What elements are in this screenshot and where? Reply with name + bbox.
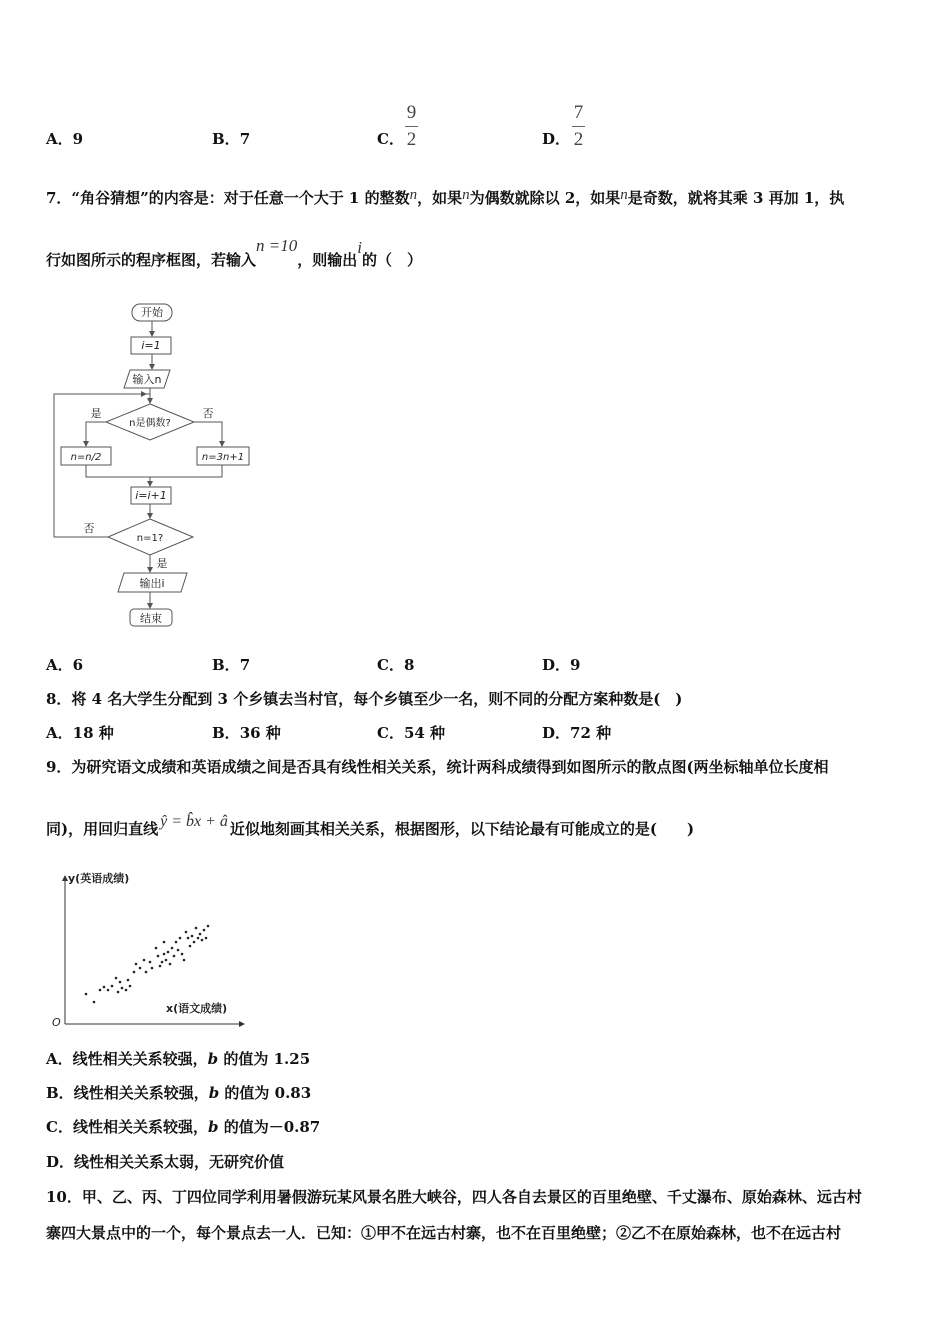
scatter-point (175, 941, 178, 944)
scatter-point (165, 959, 168, 962)
scatter-point (173, 955, 176, 958)
q6-option-a: A．9 (46, 130, 84, 148)
scatter-point (143, 959, 146, 962)
flow-yes2-label: 是 (156, 557, 168, 570)
flow-start-label: 开始 (141, 306, 163, 319)
q7-option-a: A．6 (46, 656, 84, 674)
scatter-point (179, 937, 182, 940)
q6-option-c: C． (377, 130, 404, 148)
q6-option-d: D． (542, 130, 571, 148)
scatter-point (117, 991, 120, 994)
q7-flowchart (50, 300, 260, 632)
scatter-point (129, 985, 132, 988)
scatter-point (149, 961, 152, 964)
scatter-x-label: x(语文成绩) (166, 1002, 228, 1015)
scatter-point (169, 963, 172, 966)
q9-scatter-plot (48, 868, 248, 1030)
scatter-point (181, 953, 184, 956)
flow-no1-label: 否 (202, 407, 214, 420)
q9-option-d: D．线性相关关系太弱，无研究价值 (46, 1153, 285, 1171)
scatter-point (197, 937, 200, 940)
scatter-point (121, 987, 124, 990)
q6-option-d-fraction: 7 2 (573, 102, 584, 150)
scatter-point (159, 965, 162, 968)
q8-text: 8．将 4 名大学生分配到 3 个乡镇去当村官，每个乡镇至少一名，则不同的分配方案种数是( ) (46, 690, 683, 708)
scatter-point (93, 1001, 96, 1004)
scatter-point (189, 945, 192, 948)
scatter-point (187, 937, 190, 940)
scatter-point (171, 947, 174, 950)
scatter-point (193, 941, 196, 944)
q7-line-1: 7．“角谷猜想”的内容是：对于任意一个大于 1 的整数n，如果n为偶数就除以 2，如果n是奇数，就将其乘 3 再加 1，执 (46, 187, 845, 207)
scatter-point (199, 933, 202, 936)
scatter-origin-label: O (52, 1016, 61, 1029)
flow-cond1-label: n是偶数? (129, 418, 171, 429)
scatter-point (115, 977, 118, 980)
scatter-point (167, 951, 170, 954)
flow-end-label: 结束 (140, 612, 162, 625)
q7-option-c: C．8 (377, 656, 415, 674)
scatter-point (195, 927, 198, 930)
flow-increment-label: i=i+1 (135, 489, 167, 502)
scatter-point (103, 986, 106, 989)
q9-option-c: C．线性相关关系较强，b 的值为－0.87 (46, 1118, 321, 1136)
scatter-point (155, 947, 158, 950)
q10-line-1: 10．甲、乙、丙、丁四位同学利用暑假游玩某风景名胜大峡谷，四人各自去景区的百里绝壁、千丈瀑布、原始森林、远古村 (46, 1188, 862, 1206)
scatter-point (133, 971, 136, 974)
scatter-point (111, 985, 114, 988)
scatter-point (163, 953, 166, 956)
q6-option-b: B．7 (212, 130, 251, 148)
scatter-point (203, 929, 206, 932)
q7-option-d: D．9 (542, 656, 581, 674)
regression-formula: ŷ = b̂x + â (160, 813, 228, 830)
scatter-point (207, 925, 210, 928)
q8-option-a: A．18 种 (46, 724, 114, 742)
scatter-point (151, 967, 154, 970)
scatter-point (191, 935, 194, 938)
scatter-point (205, 937, 208, 940)
scatter-point (185, 931, 188, 934)
q9-line-2: 同)，用回归直线 ŷ = b̂x + â 近似地刻画其相关关系，根据图形，以下结论最有可能成立的是( ) (46, 813, 695, 838)
flow-right-branch-label: n=3n+1 (201, 452, 245, 463)
flow-no2-label: 否 (83, 522, 95, 535)
flow-cond2-label: n=1? (136, 533, 164, 544)
scatter-point (99, 989, 102, 992)
q8-option-b: B．36 种 (212, 724, 281, 742)
scatter-point (125, 989, 128, 992)
flow-input-label: 输入n (132, 373, 162, 386)
scatter-point (139, 967, 142, 970)
q8-option-c: C．54 种 (377, 724, 446, 742)
scatter-point (183, 959, 186, 962)
q9-line-1: 9．为研究语文成绩和英语成绩之间是否具有线性相关关系，统计两科成绩得到如图所示的散点图(两坐标轴单位长度相 (46, 758, 829, 776)
scatter-point (161, 961, 164, 964)
scatter-point (201, 939, 204, 942)
flow-init-label: i=1 (141, 339, 161, 352)
scatter-point (119, 981, 122, 984)
q7-option-b: B．7 (212, 656, 251, 674)
q8-option-d: D．72 种 (542, 724, 612, 742)
flow-yes1-label: 是 (90, 407, 102, 420)
scatter-point (107, 989, 110, 992)
scatter-point (177, 949, 180, 952)
scatter-point (85, 993, 88, 996)
q7-line-2: 行如图所示的程序框图，若输入n =10，则输出i的（ ） (46, 236, 423, 269)
scatter-point (157, 955, 160, 958)
q9-option-b: B．线性相关关系较强，b 的值为 0.83 (46, 1084, 312, 1102)
scatter-point (145, 971, 148, 974)
scatter-point (127, 979, 130, 982)
scatter-y-label: y(英语成绩) (68, 872, 130, 885)
q6-option-c-fraction: 9 2 (406, 102, 417, 150)
scatter-point (135, 963, 138, 966)
flow-left-branch-label: n=n/2 (70, 452, 102, 463)
q9-option-a: A．线性相关关系较强，b 的值为 1.25 (46, 1050, 311, 1068)
q10-line-2: 寨四大景点中的一个，每个景点去一人．已知：①甲不在远古村寨，也不在百里绝壁；②乙不在原始森林，也不在远古村 (46, 1224, 842, 1242)
flow-output-label: 输出i (139, 577, 165, 590)
scatter-point (163, 941, 166, 944)
